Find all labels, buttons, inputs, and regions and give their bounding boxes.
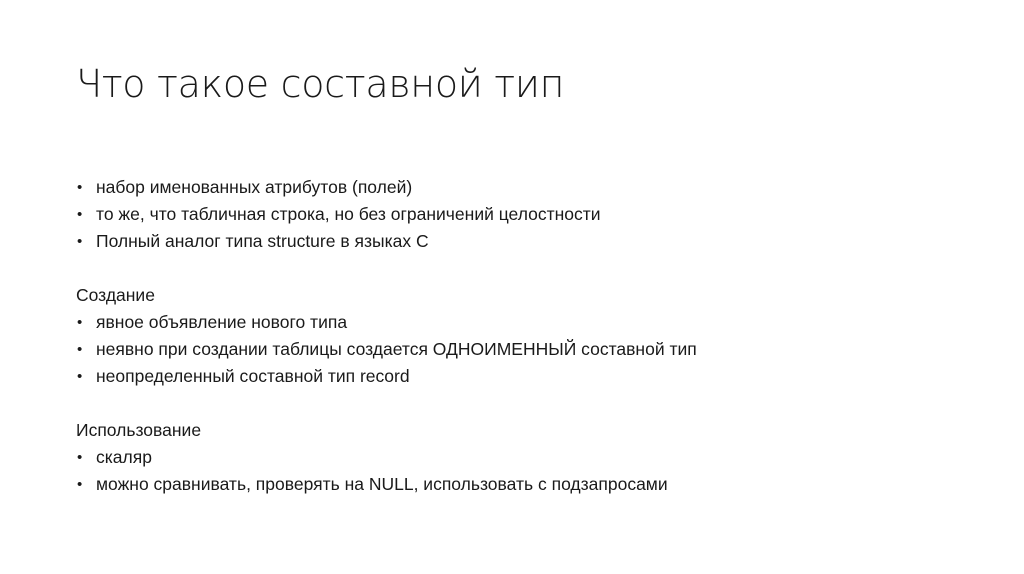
bullet-text: неявно при создании таблицы создается ОДНОИМЕННЫЙ составной тип [96,339,697,359]
bullet-list [76,174,976,255]
bullet-icon: • [77,179,83,196]
bullet-item [76,309,976,336]
content-section [76,174,976,255]
bullet-icon: • [77,233,83,250]
bullet-item [76,228,976,255]
bullet-text: можно сравнивать, проверять на NULL, использовать с подзапросами [96,474,668,494]
slide-title: Что такое составной тип [76,62,565,106]
bullet-icon: • [77,341,83,358]
bullet-icon: • [77,449,83,466]
bullet-text: то же, что табличная строка, но без ограничений целостности [96,204,601,224]
bullet-item [76,471,976,498]
bullet-item [76,336,976,363]
section-heading: Создание [76,285,155,305]
bullet-item [76,174,976,201]
bullet-item [76,363,976,390]
content-section [76,282,976,390]
bullet-icon: • [77,476,83,493]
bullet-text: неопределенный составной тип record [96,366,410,386]
bullet-text: Полный аналог типа structure в языках C [96,231,429,251]
bullet-text: явное объявление нового типа [96,312,348,332]
bullet-list [76,309,976,390]
section-heading: Использование [76,420,202,440]
bullet-list [76,444,976,498]
content-section [76,417,976,498]
bullet-item [76,201,976,228]
bullet-icon: • [77,368,83,385]
slide-body [76,174,976,498]
bullet-text: набор именованных атрибутов (полей) [96,177,413,197]
bullet-icon: • [77,206,83,223]
bullet-item [76,444,976,471]
bullet-text: скаляр [96,447,152,467]
bullet-icon: • [77,314,83,331]
